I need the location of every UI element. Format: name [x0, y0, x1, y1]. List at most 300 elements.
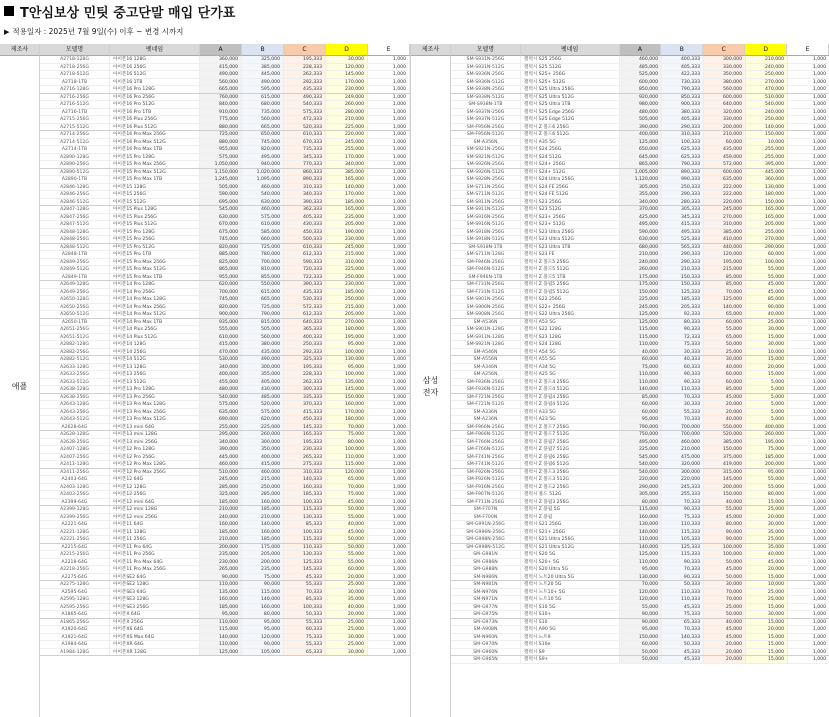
cell-b: 70,333	[662, 499, 704, 506]
table-row	[451, 274, 829, 282]
cell-c: 310,000	[704, 221, 746, 228]
cell-c: 472,333	[284, 116, 326, 123]
cell-b: 790,333	[662, 86, 704, 93]
cell-code: SM-F721N-512G	[451, 401, 521, 408]
cell-name: 갤럭시 S23+ 512G	[521, 221, 620, 228]
cell-e: 1,000	[368, 251, 410, 258]
cell-code: SM-S901N-128G	[451, 326, 521, 333]
table-row	[451, 476, 829, 484]
cell-e: 1,000	[788, 311, 829, 318]
cell-d: 195,000	[326, 334, 368, 341]
cell-d: 25,000	[746, 506, 788, 513]
cell-e: 1,000	[368, 214, 410, 221]
cell-b: 405,333	[662, 116, 704, 123]
cell-a: 115,000	[620, 334, 662, 341]
cell-b: 90,333	[662, 506, 704, 513]
cell-c: 30,000	[704, 581, 746, 588]
cell-d: 25,000	[746, 319, 788, 326]
table-row	[40, 206, 410, 214]
table-row	[451, 281, 829, 289]
cell-a: 110,000	[620, 341, 662, 348]
table-row	[451, 71, 829, 79]
cell-b: 610,000	[242, 221, 284, 228]
cell-a: 130,000	[620, 574, 662, 581]
cell-d: 35,000	[326, 596, 368, 603]
cell-b: 460,000	[242, 469, 284, 476]
cell-c: 50,333	[284, 611, 326, 618]
cell-a: 415,000	[200, 341, 242, 348]
cell-code: SM-S916N-256G	[451, 214, 521, 221]
cell-d: 210,000	[746, 56, 788, 63]
cell-code: SM-S938N-1TB	[451, 101, 521, 108]
cell-code: SM-S937N-512G	[451, 116, 521, 123]
cell-e: 1,000	[368, 64, 410, 71]
cell-c: 55,333	[284, 619, 326, 626]
cell-name: 아이폰15 512G	[110, 199, 200, 206]
cell-b: 115,333	[662, 551, 704, 558]
cell-b: 305,333	[662, 206, 704, 213]
cell-b: 90,000	[242, 581, 284, 588]
cell-d: 30,000	[746, 521, 788, 528]
cell-c: 85,333	[284, 596, 326, 603]
cell-c: 410,000	[704, 236, 746, 243]
cell-code: A2407-256G	[40, 454, 110, 461]
cell-e: 1,000	[788, 221, 829, 228]
cell-name: 아이폰13 Pro 128G	[110, 386, 200, 393]
cell-code: SM-A536N	[451, 319, 521, 326]
cell-b: 415,333	[662, 221, 704, 228]
cell-d: 40,000	[746, 551, 788, 558]
cell-e: 1,000	[368, 356, 410, 363]
table-row	[40, 574, 410, 582]
cell-d: 180,000	[746, 191, 788, 198]
cell-code: SM-F936N-512G	[451, 386, 521, 393]
table-row	[451, 581, 829, 589]
cell-code: SM-G998N-512G	[451, 544, 521, 551]
cell-c: 55,333	[284, 581, 326, 588]
table-row	[451, 611, 829, 619]
cell-a: 665,000	[200, 86, 242, 93]
cell-d: 230,000	[326, 236, 368, 243]
cell-b: 665,000	[242, 296, 284, 303]
cell-c: 435,333	[284, 289, 326, 296]
table-row	[451, 604, 829, 612]
cell-code: SM-S926N-256G	[451, 161, 521, 168]
cell-b: 900,333	[662, 101, 704, 108]
cell-d: 100,000	[326, 371, 368, 378]
cell-code: SM-N981N	[451, 581, 521, 588]
table-row	[40, 364, 410, 372]
cell-e: 1,000	[368, 461, 410, 468]
cell-a: 110,000	[620, 559, 662, 566]
cell-b: 445,000	[242, 71, 284, 78]
cell-e: 1,000	[368, 319, 410, 326]
cell-b: 50,333	[662, 641, 704, 648]
cell-name: 아이폰SE3 64G	[110, 589, 200, 596]
cell-name: 갤럭시 S10 5G	[521, 604, 620, 611]
cell-code: SM-A346N	[451, 364, 521, 371]
cell-a: 115,000	[620, 326, 662, 333]
cell-name: 갤럭시 S20 5G	[521, 551, 620, 558]
cell-c: 310,333	[284, 184, 326, 191]
cell-c: 20,000	[704, 641, 746, 648]
table-row	[451, 101, 829, 109]
cell-c: 185,333	[284, 491, 326, 498]
cell-e: 1,000	[788, 266, 829, 273]
cell-code: A2716-256G	[40, 94, 110, 101]
cell-d: 95,000	[326, 364, 368, 371]
cell-b: 700,000	[242, 259, 284, 266]
cell-code: A2846-128G	[40, 184, 110, 191]
cell-e: 1,000	[368, 394, 410, 401]
cell-c: 375,000	[704, 454, 746, 461]
cell-b: 725,000	[242, 304, 284, 311]
cell-e: 1,000	[368, 169, 410, 176]
cell-name: 갤럭시 S23 Ultra 512G	[521, 236, 620, 243]
cell-c: 45,000	[704, 626, 746, 633]
table-row	[451, 529, 829, 537]
cell-name: 아이폰15 Pro 128G	[110, 229, 200, 236]
cell-c: 65,000	[704, 311, 746, 318]
cell-c: 40,000	[704, 499, 746, 506]
cell-c: 600,000	[704, 169, 746, 176]
cell-code: SM-S918N-256G	[451, 229, 521, 236]
cell-code: SM-N971N	[451, 596, 521, 603]
cell-d: 40,000	[746, 311, 788, 318]
cell-b: 460,000	[662, 439, 704, 446]
table-row	[451, 124, 829, 132]
cell-a: 110,000	[200, 641, 242, 648]
cell-d: 225,000	[326, 266, 368, 273]
cell-name: 아이폰16 Pro Max 1TB	[110, 146, 200, 153]
cell-d: 15,000	[746, 649, 788, 656]
table-row	[451, 401, 829, 409]
table-row	[451, 191, 829, 199]
table-row	[451, 394, 829, 402]
cell-a: 445,000	[200, 454, 242, 461]
cell-b: 790,333	[662, 161, 704, 168]
cell-d: 15,000	[746, 499, 788, 506]
cell-name: 아이폰13 Pro 256G	[110, 394, 200, 401]
cell-e: 1,000	[368, 79, 410, 86]
cell-code: SM-A256N	[451, 371, 521, 378]
cell-e: 1,000	[788, 596, 829, 603]
cell-name: 아이폰14 Pro Max 256G	[110, 304, 200, 311]
cell-d: 30,000	[746, 326, 788, 333]
cell-c: 140,000	[704, 304, 746, 311]
cell-name: 갤럭시 Z 폴드5 256G	[521, 259, 620, 266]
cell-d: 45,000	[746, 281, 788, 288]
table-row	[451, 559, 829, 567]
table-row	[40, 176, 410, 184]
cell-e: 1,000	[788, 379, 829, 386]
cell-a: 505,000	[620, 116, 662, 123]
cell-a: 545,000	[200, 206, 242, 213]
cell-b: 595,000	[242, 86, 284, 93]
cell-name: 아이폰14 256G	[110, 349, 200, 356]
cell-a: 590,000	[200, 191, 242, 198]
cell-a: 150,000	[620, 634, 662, 641]
samsung-panel	[410, 44, 829, 717]
cell-c: 45,000	[704, 566, 746, 573]
table-row	[451, 506, 829, 514]
cell-code: A2643-128G	[40, 401, 110, 408]
cell-a: 510,000	[200, 469, 242, 476]
cell-b: 255,333	[662, 491, 704, 498]
cell-b: 140,000	[242, 596, 284, 603]
cell-code: SM-F707N	[451, 506, 521, 513]
cell-e: 1,000	[788, 161, 829, 168]
cell-name: 아이폰16 128G	[110, 56, 200, 63]
cell-code: A2882-128G	[40, 341, 110, 348]
cell-name: 갤럭시 S9+	[521, 656, 620, 663]
table-row	[40, 101, 410, 109]
cell-e: 1,000	[368, 514, 410, 521]
table-row	[451, 641, 829, 649]
cell-d: 90,000	[746, 304, 788, 311]
cell-c: 20,000	[704, 656, 746, 663]
cell-c: 65,333	[284, 649, 326, 656]
table-row	[40, 139, 410, 147]
cell-a: 160,000	[620, 514, 662, 521]
cell-name: 아이폰12 mini 128G	[110, 506, 200, 513]
cell-code: A2890-512G	[40, 169, 110, 176]
cell-d: 310,000	[326, 259, 368, 266]
cell-name: 아이폰XS Max 64G	[110, 634, 200, 641]
cell-b: 260,000	[242, 431, 284, 438]
cell-a: 75,000	[620, 364, 662, 371]
table-row	[40, 274, 410, 282]
table-row	[40, 296, 410, 304]
cell-c: 70,333	[284, 589, 326, 596]
cell-code: SM-S711N-128G	[451, 251, 521, 258]
cell-code: A2595-64G	[40, 589, 110, 596]
cell-d: 245,000	[326, 244, 368, 251]
table-row	[40, 214, 410, 222]
cell-b: 660,000	[242, 236, 284, 243]
cell-d: 20,000	[326, 574, 368, 581]
cell-a: 115,000	[200, 626, 242, 633]
cell-a: 140,000	[620, 529, 662, 536]
table-row	[40, 461, 410, 469]
cell-a: 70,000	[620, 581, 662, 588]
cell-code: A2714-512G	[40, 139, 110, 146]
cell-d: 270,000	[746, 79, 788, 86]
cell-d: 45,000	[326, 499, 368, 506]
cell-e: 1,000	[368, 236, 410, 243]
cell-name: 갤럭시 S20+ 5G	[521, 559, 620, 566]
cell-b: 95,000	[242, 626, 284, 633]
cell-c: 435,000	[704, 146, 746, 153]
cell-b: 235,000	[242, 566, 284, 573]
table-row	[40, 266, 410, 274]
cell-d: 40,000	[326, 604, 368, 611]
cell-c: 365,333	[284, 326, 326, 333]
cell-d: 115,000	[326, 461, 368, 468]
maker-samsung: 삼성 전자	[411, 56, 451, 717]
cell-c: 120,000	[704, 251, 746, 258]
cell-c: 100,333	[284, 499, 326, 506]
cell-b: 110,333	[662, 596, 704, 603]
table-row	[40, 454, 410, 462]
triangle-bullet-icon: ▶	[4, 27, 10, 36]
cell-e: 1,000	[788, 214, 829, 221]
table-row	[40, 154, 410, 162]
cell-code: SM-S911N-256G	[451, 199, 521, 206]
table-row	[451, 259, 829, 267]
cell-b: 90,333	[662, 371, 704, 378]
cell-e: 1,000	[788, 499, 829, 506]
cell-c: 40,000	[704, 416, 746, 423]
table-row	[40, 349, 410, 357]
table-row	[451, 356, 829, 364]
table-row	[451, 229, 829, 237]
cell-d: 245,000	[326, 139, 368, 146]
table-row	[40, 184, 410, 192]
cell-a: 305,000	[620, 491, 662, 498]
cell-name: 아이폰X 64G	[110, 611, 200, 618]
cell-c: 390,333	[284, 199, 326, 206]
cell-c: 25,000	[704, 604, 746, 611]
cell-d: 5,000	[746, 394, 788, 401]
cell-d: 70,000	[326, 484, 368, 491]
cell-b: 125,333	[662, 544, 704, 551]
cell-e: 1,000	[368, 634, 410, 641]
table-row	[40, 431, 410, 439]
cell-name: 아이폰15 128G	[110, 184, 200, 191]
cell-e: 1,000	[368, 334, 410, 341]
cell-code: SM-A236N	[451, 416, 521, 423]
table-row	[40, 289, 410, 297]
cell-a: 700,000	[200, 289, 242, 296]
cell-code: SM-S921N-512G	[451, 154, 521, 161]
cell-c: 770,333	[284, 161, 326, 168]
cell-a: 635,000	[200, 409, 242, 416]
cell-name: 아이폰15 Pro Max 256G	[110, 259, 200, 266]
cell-b: 435,000	[242, 349, 284, 356]
cell-name: 아이폰15 Pro Max 512G	[110, 266, 200, 273]
cell-code: A2215-256G	[40, 551, 110, 558]
cell-name: 갤럭시 S10+	[521, 611, 620, 618]
table-row	[451, 454, 829, 462]
cell-code: A2628-256G	[40, 439, 110, 446]
cell-a: 415,000	[200, 64, 242, 71]
cell-code: A2399-128G	[40, 506, 110, 513]
cell-c: 20,000	[704, 409, 746, 416]
cell-name: 갤럭시 Z 폴드4 256G	[521, 379, 620, 386]
cell-d: 255,000	[326, 146, 368, 153]
cell-a: 630,000	[620, 236, 662, 243]
cell-c: 300,000	[704, 56, 746, 63]
cell-a: 505,000	[200, 184, 242, 191]
cell-e: 1,000	[368, 116, 410, 123]
cell-b: 400,333	[662, 56, 704, 63]
cell-b: 475,000	[662, 454, 704, 461]
table-row	[451, 109, 829, 117]
cell-name: 아이폰13 256G	[110, 371, 200, 378]
cell-c: 200,000	[704, 124, 746, 131]
cell-d: 85,000	[746, 296, 788, 303]
cell-c: 435,333	[284, 86, 326, 93]
table-row	[40, 499, 410, 507]
cell-name: 아이폰13 mini 256G	[110, 439, 200, 446]
cell-c: 85,000	[704, 281, 746, 288]
cell-e: 1,000	[368, 176, 410, 183]
cell-d: 15,000	[746, 634, 788, 641]
cell-b: 615,000	[242, 289, 284, 296]
cell-name: 갤럭시 A33 5G	[521, 409, 620, 416]
cell-a: 695,000	[200, 199, 242, 206]
cell-e: 1,000	[368, 446, 410, 453]
cell-d: 215,000	[326, 251, 368, 258]
cell-code: SM-N976N	[451, 589, 521, 596]
cell-b: 300,000	[242, 439, 284, 446]
cell-a: 650,000	[620, 146, 662, 153]
cell-d: 45,000	[746, 289, 788, 296]
cell-c: 60,333	[284, 626, 326, 633]
cell-c: 100,333	[284, 604, 326, 611]
cell-code: A2651-512G	[40, 334, 110, 341]
cell-code: SM-S908N-256G	[451, 311, 521, 318]
cell-a: 340,000	[200, 439, 242, 446]
cell-name: 갤럭시 Z 플립 5G	[521, 506, 620, 513]
cell-c: 110,333	[284, 544, 326, 551]
cell-d: 10,000	[746, 581, 788, 588]
cell-c: 228,333	[284, 371, 326, 378]
cell-d: 150,000	[326, 394, 368, 401]
cell-d: 60,000	[746, 251, 788, 258]
cell-e: 1,000	[368, 566, 410, 573]
cell-code: SM-S918N-1TB	[451, 244, 521, 251]
cell-c: 530,333	[284, 296, 326, 303]
cell-d: 25,000	[326, 626, 368, 633]
cell-b: 850,333	[662, 94, 704, 101]
table-row	[451, 94, 829, 102]
cell-name: 아이폰16 512G	[110, 71, 200, 78]
cell-e: 1,000	[368, 326, 410, 333]
cell-d: 540,000	[746, 101, 788, 108]
cell-name: 갤럭시 S21+ 256G	[521, 529, 620, 536]
cell-b: 90,333	[662, 559, 704, 566]
cell-a: 880,000	[200, 124, 242, 131]
cell-c: 720,333	[284, 266, 326, 273]
cell-a: 200,000	[200, 544, 242, 551]
table-row	[40, 566, 410, 574]
cell-b: 460,000	[242, 206, 284, 213]
cell-a: 955,000	[200, 146, 242, 153]
table-row	[40, 446, 410, 454]
cell-d: 60,000	[326, 566, 368, 573]
cell-code: A2649-128G	[40, 281, 110, 288]
cell-e: 1,000	[788, 424, 829, 431]
cell-c: 330,000	[704, 64, 746, 71]
samsung-header-row	[411, 44, 829, 56]
cell-name: 갤럭시 S24+ 256G	[521, 161, 620, 168]
cell-b: 45,333	[662, 649, 704, 656]
cell-b: 625,333	[662, 154, 704, 161]
cell-e: 1,000	[788, 124, 829, 131]
cell-c: 125,000	[704, 296, 746, 303]
table-row	[451, 236, 829, 244]
table-row	[40, 169, 410, 177]
cell-d: 205,000	[326, 311, 368, 318]
cell-name: 갤럭시 Z 폴드7 256G	[521, 424, 620, 431]
cell-a: 90,000	[620, 611, 662, 618]
cell-b: 75,333	[662, 514, 704, 521]
cell-code: A2882-512G	[40, 356, 110, 363]
cell-b: 560,000	[242, 334, 284, 341]
cell-e: 1,000	[788, 469, 829, 476]
